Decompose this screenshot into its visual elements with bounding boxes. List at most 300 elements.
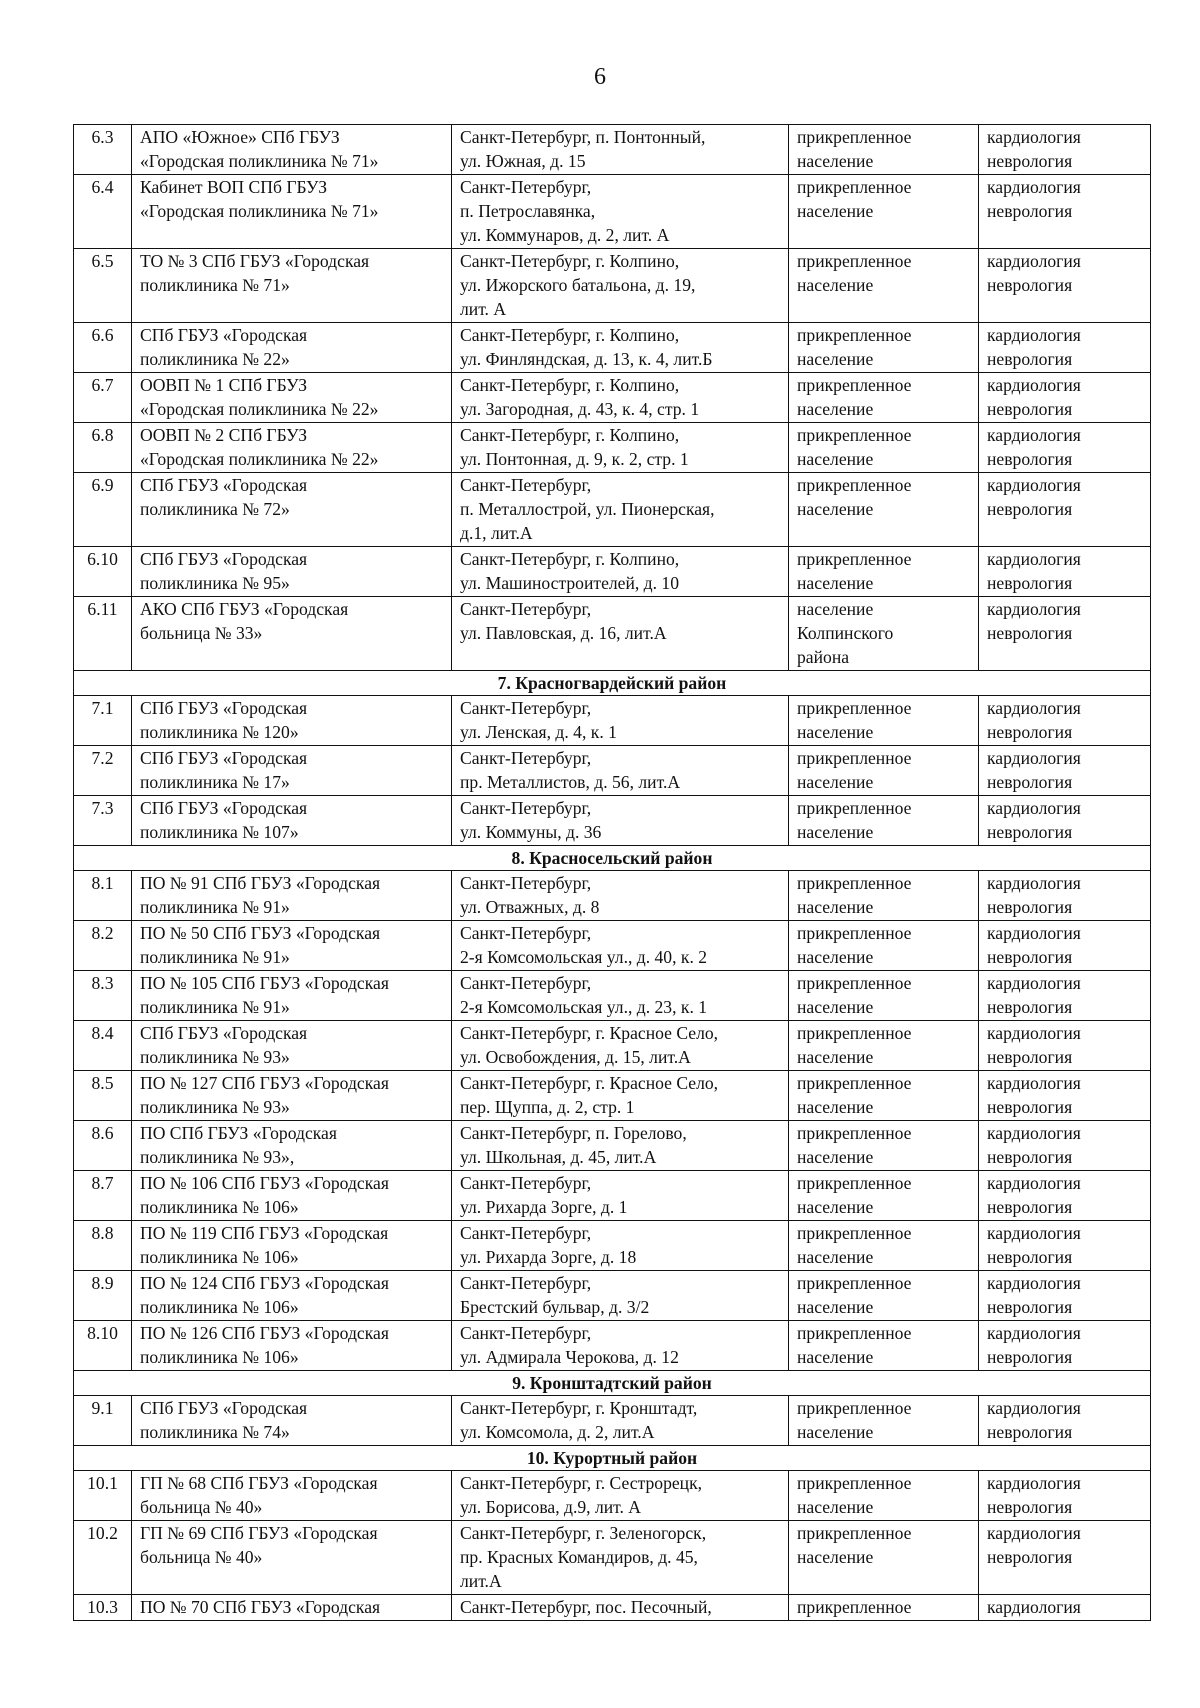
name-line: ГП № 69 СПб ГБУЗ «Городская [140,1523,378,1543]
population-line: прикрепленное [797,698,912,718]
population-cell [789,175,979,249]
population-line: прикрепленное [797,1323,912,1343]
table-row [74,423,1151,473]
table-row [74,696,1151,746]
table-row [74,125,1151,175]
address-line: Санкт-Петербург, [460,973,592,993]
name-cell [132,1271,452,1321]
address-line: ул. Рихарда Зорге, д. 1 [460,1197,628,1217]
population-line: прикрепленное [797,1173,912,1193]
address-line: Санкт-Петербург, г. Колпино, [460,325,680,345]
num-cell: 8.3 [74,971,132,1021]
section-title: 9. Кронштадтский район [74,1371,1151,1396]
profile-cell [979,796,1151,846]
name-line: «Городская поликлиника № 22» [140,449,379,469]
population-line: прикрепленное [797,1023,912,1043]
population-line: население [797,722,874,742]
profile-line: неврология [987,1547,1073,1567]
population-line: население [797,947,874,967]
name-line: СПб ГБУЗ «Городская [140,1023,308,1043]
name-line: поликлиника № 106» [140,1197,299,1217]
population-line: прикрепленное [797,177,912,197]
name-line: ПО № 124 СПб ГБУЗ «Городская [140,1273,389,1293]
table-row [74,597,1151,671]
name-line: поликлиника № 107» [140,822,299,842]
num-cell: 8.9 [74,1271,132,1321]
address-line: Санкт-Петербург, г. Колпино, [460,375,680,395]
profile-cell [979,746,1151,796]
num-cell: 6.6 [74,323,132,373]
population-line: прикрепленное [797,475,912,495]
profile-cell [979,1595,1151,1621]
table-row [74,249,1151,323]
population-cell [789,921,979,971]
name-line: ГП № 68 СПб ГБУЗ «Городская [140,1473,378,1493]
name-line: СПб ГБУЗ «Городская [140,1398,308,1418]
address-line: Санкт-Петербург, п. Горелово, [460,1123,687,1143]
name-line: ПО № 126 СПб ГБУЗ «Городская [140,1323,389,1343]
profile-cell [979,871,1151,921]
num-cell: 7.1 [74,696,132,746]
name-line: СПб ГБУЗ «Городская [140,475,308,495]
population-cell [789,1221,979,1271]
name-cell [132,1171,452,1221]
num-cell: 8.10 [74,1321,132,1371]
profile-cell [979,249,1151,323]
population-line: население [797,499,874,519]
profile-line: неврология [987,201,1073,221]
name-line: поликлиника № 72» [140,499,290,519]
name-line: поликлиника № 93», [140,1147,295,1167]
address-line: Санкт-Петербург, [460,748,592,768]
address-line: 2-я Комсомольская ул., д. 40, к. 2 [460,947,708,967]
address-line: ул. Финляндская, д. 13, к. 4, лит.Б [460,349,713,369]
name-line: ПО № 91 СПб ГБУЗ «Городская [140,873,381,893]
section-header-row [74,1446,1151,1471]
name-line: ПО № 106 СПб ГБУЗ «Городская [140,1173,389,1193]
profile-line: кардиология [987,1073,1081,1093]
name-line: ПО № 119 СПб ГБУЗ «Городская [140,1223,389,1243]
name-cell [132,323,452,373]
population-line: прикрепленное [797,973,912,993]
section-title: 10. Курортный район [74,1446,1151,1471]
num-cell: 8.1 [74,871,132,921]
population-line: население [797,1422,874,1442]
address-line: лит.А [460,1571,502,1591]
section-header-row [74,671,1151,696]
name-cell [132,1521,452,1595]
address-cell [452,323,789,373]
population-line: население [797,1097,874,1117]
section-title: 7. Красногвардейский район [74,671,1151,696]
population-line: население [797,449,874,469]
name-line: ПО № 50 СПб ГБУЗ «Городская [140,923,381,943]
name-line: ТО № 3 СПб ГБУЗ «Городская [140,251,370,271]
name-line: поликлиника № 91» [140,997,290,1017]
name-cell [132,175,452,249]
address-line: Санкт-Петербург, г. Красное Село, [460,1023,719,1043]
name-cell [132,1471,452,1521]
name-line: АКО СПб ГБУЗ «Городская [140,599,349,619]
address-line: ул. Освобождения, д. 15, лит.А [460,1047,691,1067]
population-line: прикрепленное [797,1597,912,1617]
address-line: ул. Комсомола, д. 2, лит.А [460,1422,655,1442]
address-line: ул. Рихарда Зорге, д. 18 [460,1247,637,1267]
population-line: прикрепленное [797,923,912,943]
profile-line: неврология [987,772,1073,792]
profile-line: кардиология [987,425,1081,445]
population-cell [789,547,979,597]
name-line: больница № 40» [140,1547,263,1567]
profile-line: неврология [987,722,1073,742]
population-line: прикрепленное [797,549,912,569]
profile-line: неврология [987,1347,1073,1367]
clinics-table [73,124,1151,1621]
profile-line: неврология [987,1197,1073,1217]
profile-line: неврология [987,997,1073,1017]
address-cell [452,373,789,423]
section-header-row [74,1371,1151,1396]
profile-cell [979,323,1151,373]
address-line: ул. Коммуны, д. 36 [460,822,602,842]
address-cell [452,249,789,323]
profile-line: кардиология [987,1597,1081,1617]
population-line: население [797,897,874,917]
section-header-row [74,846,1151,871]
table-row [74,1221,1151,1271]
address-line: Санкт-Петербург, г. Красное Село, [460,1073,719,1093]
table-row [74,547,1151,597]
profile-cell [979,696,1151,746]
address-cell [452,473,789,547]
name-line: поликлиника № 120» [140,722,299,742]
name-cell [132,1071,452,1121]
population-line: прикрепленное [797,1223,912,1243]
num-cell: 6.11 [74,597,132,671]
profile-line: кардиология [987,1223,1081,1243]
population-line: население [797,1047,874,1067]
address-line: ул. Ижорского батальона, д. 19, [460,275,696,295]
profile-line: кардиология [987,1398,1081,1418]
profile-line: неврология [987,1097,1073,1117]
population-cell [789,696,979,746]
name-line: «Городская поликлиника № 22» [140,399,379,419]
table-row [74,1021,1151,1071]
profile-cell [979,971,1151,1021]
name-line: ПО СПб ГБУЗ «Городская [140,1123,337,1143]
profile-cell [979,1396,1151,1446]
profile-cell [979,921,1151,971]
address-line: ул. Борисова, д.9, лит. А [460,1497,642,1517]
num-cell: 9.1 [74,1396,132,1446]
name-line: поликлиника № 74» [140,1422,290,1442]
profile-cell [979,125,1151,175]
name-line: больница № 40» [140,1497,263,1517]
name-cell [132,125,452,175]
population-cell [789,125,979,175]
population-line: прикрепленное [797,1523,912,1543]
address-cell [452,796,789,846]
table-row [74,1471,1151,1521]
address-cell [452,971,789,1021]
address-cell [452,423,789,473]
profile-line: неврология [987,623,1073,643]
name-line: поликлиника № 17» [140,772,290,792]
address-line: д.1, лит.А [460,523,533,543]
population-cell [789,373,979,423]
profile-line: неврология [987,449,1073,469]
name-line: поликлиника № 91» [140,947,290,967]
table-row [74,1171,1151,1221]
address-line: пер. Щуппа, д. 2, стр. 1 [460,1097,635,1117]
num-cell: 10.2 [74,1521,132,1595]
population-cell [789,1595,979,1621]
population-line: население [797,1347,874,1367]
address-line: ул. Южная, д. 15 [460,151,586,171]
population-line: население [797,151,874,171]
population-line: прикрепленное [797,1473,912,1493]
table-row [74,1521,1151,1595]
address-line: Санкт-Петербург, [460,177,592,197]
num-cell: 10.1 [74,1471,132,1521]
profile-cell [979,1271,1151,1321]
address-line: Санкт-Петербург, г. Колпино, [460,425,680,445]
table-row [74,871,1151,921]
table-row [74,323,1151,373]
name-line: ООВП № 1 СПб ГБУЗ [140,375,308,395]
name-line: СПб ГБУЗ «Городская [140,698,308,718]
table-row [74,921,1151,971]
address-cell [452,1221,789,1271]
profile-line: кардиология [987,1323,1081,1343]
name-line: поликлиника № 91» [140,897,290,917]
address-line: ул. Ленская, д. 4, к. 1 [460,722,617,742]
name-line: «Городская поликлиника № 71» [140,201,379,221]
name-cell [132,921,452,971]
profile-line: кардиология [987,1273,1081,1293]
population-line: население [797,1147,874,1167]
table-row [74,746,1151,796]
population-line: прикрепленное [797,127,912,147]
name-cell [132,871,452,921]
address-cell [452,125,789,175]
profile-line: неврология [987,499,1073,519]
address-line: 2-я Комсомольская ул., д. 23, к. 1 [460,997,708,1017]
address-line: ул. Школьная, д. 45, лит.А [460,1147,657,1167]
name-cell [132,1595,452,1621]
profile-line: неврология [987,1297,1073,1317]
address-line: ул. Адмирала Черокова, д. 12 [460,1347,679,1367]
profile-line: неврология [987,1497,1073,1517]
profile-line: кардиология [987,748,1081,768]
address-line: Санкт-Петербург, г. Сестрорецк, [460,1473,703,1493]
table-row [74,373,1151,423]
profile-line: неврология [987,1422,1073,1442]
population-line: прикрепленное [797,425,912,445]
profile-line: кардиология [987,251,1081,271]
address-line: Санкт-Петербург, [460,1273,592,1293]
population-line: население [797,201,874,221]
address-cell [452,547,789,597]
population-line: население [797,772,874,792]
profile-line: кардиология [987,1173,1081,1193]
num-cell: 7.3 [74,796,132,846]
profile-line: неврология [987,399,1073,419]
name-cell [132,1221,452,1271]
profile-line: неврология [987,822,1073,842]
name-cell [132,249,452,323]
address-line: ул. Коммунаров, д. 2, лит. А [460,225,670,245]
table-row [74,1595,1151,1621]
population-cell [789,249,979,323]
population-line: население [797,1297,874,1317]
name-cell [132,373,452,423]
profile-line: неврология [987,897,1073,917]
profile-cell [979,175,1151,249]
profile-line: кардиология [987,475,1081,495]
num-cell: 6.9 [74,473,132,547]
num-cell: 6.8 [74,423,132,473]
name-cell [132,423,452,473]
population-cell [789,1271,979,1321]
address-cell [452,1071,789,1121]
population-line: население [797,399,874,419]
address-line: п. Металлострой, ул. Пионерская, [460,499,715,519]
population-line: население [797,1547,874,1567]
num-cell: 7.2 [74,746,132,796]
address-line: Санкт-Петербург, г. Кронштадт, [460,1398,698,1418]
address-cell [452,696,789,746]
num-cell: 6.4 [74,175,132,249]
address-line: Санкт-Петербург, г. Колпино, [460,251,680,271]
address-cell [452,746,789,796]
profile-cell [979,597,1151,671]
profile-cell [979,473,1151,547]
population-line: население [797,1497,874,1517]
profile-line: неврология [987,573,1073,593]
address-line: Санкт-Петербург, п. Понтонный, [460,127,706,147]
profile-line: кардиология [987,549,1081,569]
num-cell: 6.10 [74,547,132,597]
address-line: ул. Отважных, д. 8 [460,897,600,917]
num-cell: 10.3 [74,1595,132,1621]
population-line: Колпинского [797,623,894,643]
profile-cell [979,1321,1151,1371]
name-line: ООВП № 2 СПб ГБУЗ [140,425,308,445]
address-cell [452,1171,789,1221]
section-title: 8. Красносельский район [74,846,1151,871]
page-number: 6 [594,64,606,90]
address-line: Санкт-Петербург, [460,1173,592,1193]
table-row [74,1271,1151,1321]
num-cell: 8.7 [74,1171,132,1221]
table-row [74,971,1151,1021]
profile-line: неврология [987,275,1073,295]
population-line: прикрепленное [797,325,912,345]
population-line: население [797,997,874,1017]
name-line: ПО № 70 СПб ГБУЗ «Городская [140,1597,381,1617]
name-cell [132,1396,452,1446]
profile-line: кардиология [987,177,1081,197]
profile-line: кардиология [987,973,1081,993]
population-line: прикрепленное [797,251,912,271]
name-line: поликлиника № 22» [140,349,290,369]
name-line: поликлиника № 71» [140,275,290,295]
profile-line: неврология [987,1247,1073,1267]
num-cell: 6.7 [74,373,132,423]
num-cell: 8.5 [74,1071,132,1121]
profile-line: кардиология [987,1473,1081,1493]
address-line: ул. Машиностроителей, д. 10 [460,573,680,593]
population-cell [789,746,979,796]
profile-cell [979,1071,1151,1121]
name-cell [132,746,452,796]
name-line: ПО № 105 СПб ГБУЗ «Городская [140,973,389,993]
profile-line: кардиология [987,698,1081,718]
name-line: поликлиника № 93» [140,1097,290,1117]
profile-line: кардиология [987,1023,1081,1043]
table-row [74,1121,1151,1171]
name-line: СПб ГБУЗ «Городская [140,549,308,569]
name-cell [132,473,452,547]
address-line: ул. Павловская, д. 16, лит.А [460,623,667,643]
population-line: прикрепленное [797,798,912,818]
table-row [74,796,1151,846]
address-line: Санкт-Петербург, [460,599,592,619]
profile-line: кардиология [987,873,1081,893]
profile-cell [979,1021,1151,1071]
population-line: население [797,1247,874,1267]
population-line: прикрепленное [797,1073,912,1093]
population-line: прикрепленное [797,1273,912,1293]
table-row [74,473,1151,547]
name-cell [132,1021,452,1071]
profile-line: кардиология [987,599,1081,619]
address-cell [452,1121,789,1171]
population-cell [789,796,979,846]
name-cell [132,796,452,846]
name-line: поликлиника № 106» [140,1297,299,1317]
address-cell [452,597,789,671]
population-cell [789,871,979,921]
profile-line: кардиология [987,798,1081,818]
table-row [74,175,1151,249]
table-row [74,1396,1151,1446]
address-line: Брестский бульвар, д. 3/2 [460,1297,650,1317]
name-line: поликлиника № 106» [140,1247,299,1267]
population-cell [789,971,979,1021]
profile-line: неврология [987,349,1073,369]
address-line: лит. А [460,299,507,319]
address-line: п. Петрославянка, [460,201,596,221]
name-cell [132,1321,452,1371]
population-cell [789,473,979,547]
table-row [74,1071,1151,1121]
profile-cell [979,1471,1151,1521]
name-line: СПб ГБУЗ «Городская [140,798,308,818]
address-line: Санкт-Петербург, [460,873,592,893]
profile-line: кардиология [987,375,1081,395]
num-cell: 8.8 [74,1221,132,1271]
name-line: поликлиника № 93» [140,1047,290,1067]
address-line: Санкт-Петербург, [460,698,592,718]
address-cell [452,1595,789,1621]
population-line: население [797,822,874,842]
population-cell [789,1171,979,1221]
address-line: Санкт-Петербург, г. Зеленогорск, [460,1523,707,1543]
name-line: СПб ГБУЗ «Городская [140,748,308,768]
profile-cell [979,1121,1151,1171]
